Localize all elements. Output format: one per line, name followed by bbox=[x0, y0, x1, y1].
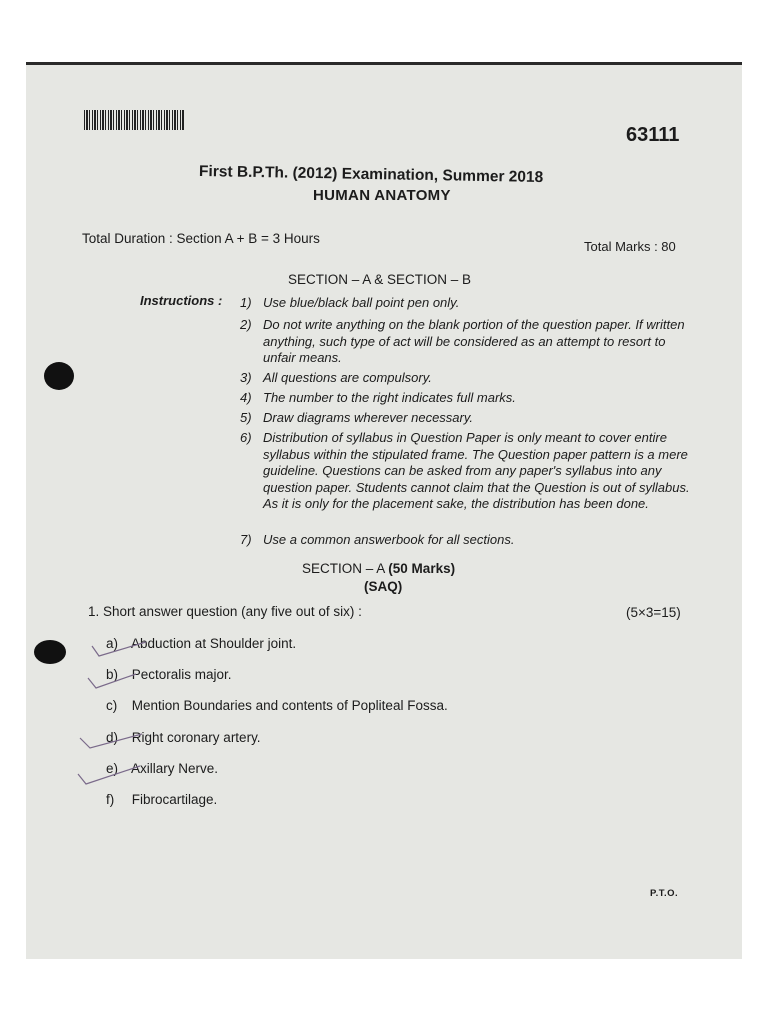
item-letter: a) bbox=[106, 636, 119, 651]
ink-blot bbox=[44, 362, 74, 390]
section-a-heading bbox=[302, 561, 455, 576]
instruction-number: 1) bbox=[240, 295, 252, 310]
item-letter: d) bbox=[106, 730, 119, 745]
item-letter: f) bbox=[106, 792, 115, 807]
total-marks: Total Marks : 80 bbox=[584, 239, 676, 254]
exam-title: First B.P.Th. (2012) Examination, Summer 2018 bbox=[198, 163, 544, 187]
question-item-f bbox=[106, 792, 217, 807]
section-a-type: (SAQ) bbox=[364, 579, 403, 594]
instruction-text: Use blue/black ball point pen only. bbox=[263, 295, 460, 310]
item-text: Axillary Nerve. bbox=[131, 761, 219, 776]
instruction-number: 4) bbox=[240, 390, 252, 405]
subject-title: HUMAN ANATOMY bbox=[313, 187, 451, 204]
question-item-d bbox=[106, 730, 261, 745]
paper-code: 63111 bbox=[626, 124, 680, 146]
instruction-text: All questions are compulsory. bbox=[263, 370, 432, 385]
question-number: 1. bbox=[88, 604, 100, 619]
instruction-number: 3) bbox=[240, 370, 252, 385]
total-duration: Total Duration : Section A + B = 3 Hours bbox=[82, 231, 320, 246]
ink-blot bbox=[34, 640, 66, 664]
question-text: Short answer question (any five out of six) : bbox=[103, 604, 362, 619]
section-heading: SECTION – A & SECTION – B bbox=[288, 272, 472, 287]
instruction-number: 2) bbox=[240, 317, 252, 332]
item-text: Abduction at Shoulder joint. bbox=[131, 636, 297, 651]
instruction-number: 7) bbox=[240, 532, 252, 547]
item-letter: b) bbox=[106, 667, 119, 682]
item-text: Mention Boundaries and contents of Popliteal Fossa. bbox=[131, 698, 448, 713]
pto-footer: P.T.O. bbox=[650, 888, 679, 899]
barcode bbox=[84, 110, 184, 130]
item-text: Pectoralis major. bbox=[131, 667, 232, 682]
instruction-text: Do not write anything on the blank portion of the question paper. If written anything, such type of act will be considered as an attempt to resort to unfair means. bbox=[263, 317, 685, 365]
instructions-label: Instructions : bbox=[140, 293, 223, 308]
instruction-text: Draw diagrams wherever necessary. bbox=[263, 410, 473, 425]
instruction-number: 6) bbox=[240, 430, 252, 445]
section-a-label: SECTION – A bbox=[302, 561, 385, 576]
question-1 bbox=[88, 604, 362, 619]
instruction-text: Use a common answerbook for all sections. bbox=[263, 532, 515, 547]
instruction-text: Distribution of syllabus in Question Paper is only meant to cover entire syllabus within the stipulated frame. The Question paper pattern is a mere guideline. Questions can be asked from any paper's syllabus into any question paper. Students cannot claim that the Question is out of syllabus. As it is only for the placement sake, the distribution has been done. bbox=[263, 430, 690, 511]
section-a-marks: (50 Marks) bbox=[388, 561, 456, 576]
question-item-b bbox=[106, 667, 232, 682]
question-item-a bbox=[106, 636, 296, 651]
question-1-marks: (5×3=15) bbox=[626, 605, 681, 620]
instruction-number: 5) bbox=[240, 410, 252, 425]
item-letter: e) bbox=[106, 761, 119, 776]
instruction-text: The number to the right indicates full marks. bbox=[263, 390, 516, 405]
item-letter: c) bbox=[106, 698, 118, 713]
question-item-e bbox=[106, 761, 218, 776]
question-item-c bbox=[106, 698, 448, 713]
item-text: Fibrocartilage. bbox=[131, 792, 218, 807]
item-text: Right coronary artery. bbox=[131, 730, 261, 745]
